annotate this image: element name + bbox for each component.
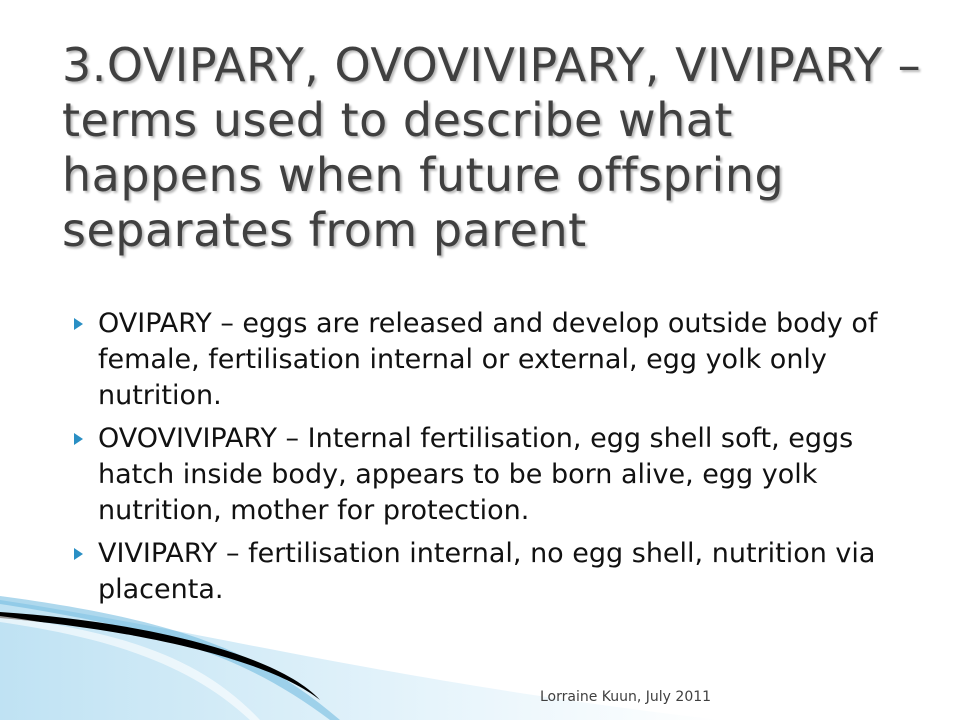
bullet-item-vivipary (66, 536, 916, 608)
bullet-term: OVOVIVIPARY (98, 423, 277, 454)
triangle-bullet-icon (74, 318, 83, 330)
bullet-item-ovipary (66, 306, 916, 414)
footer-credit: Lorraine Kuun, July 2011 (540, 689, 712, 705)
bullet-text: – fertilisation internal, no egg shell, nutrition via placenta. (98, 538, 876, 605)
bullet-text: – eggs are released and develop outside body of female, fertilisation internal or external, egg yolk only nutrition. (98, 308, 878, 411)
bullet-item-ovovivipary (66, 421, 916, 529)
bullet-list (66, 306, 916, 615)
bullet-term: OVIPARY (98, 308, 212, 339)
slide-title: 3.OVIPARY, OVOVIVIPARY, VIVIPARY – terms used to describe what happens when future offspring separates from parent (62, 38, 922, 257)
bullet-term: VIVIPARY (98, 538, 218, 569)
triangle-bullet-icon (74, 548, 83, 560)
triangle-bullet-icon (74, 433, 83, 445)
bullet-text: – Internal fertilisation, egg shell soft, eggs hatch inside body, appears to be born alive, egg yolk nutrition, mother for protection. (98, 423, 854, 526)
